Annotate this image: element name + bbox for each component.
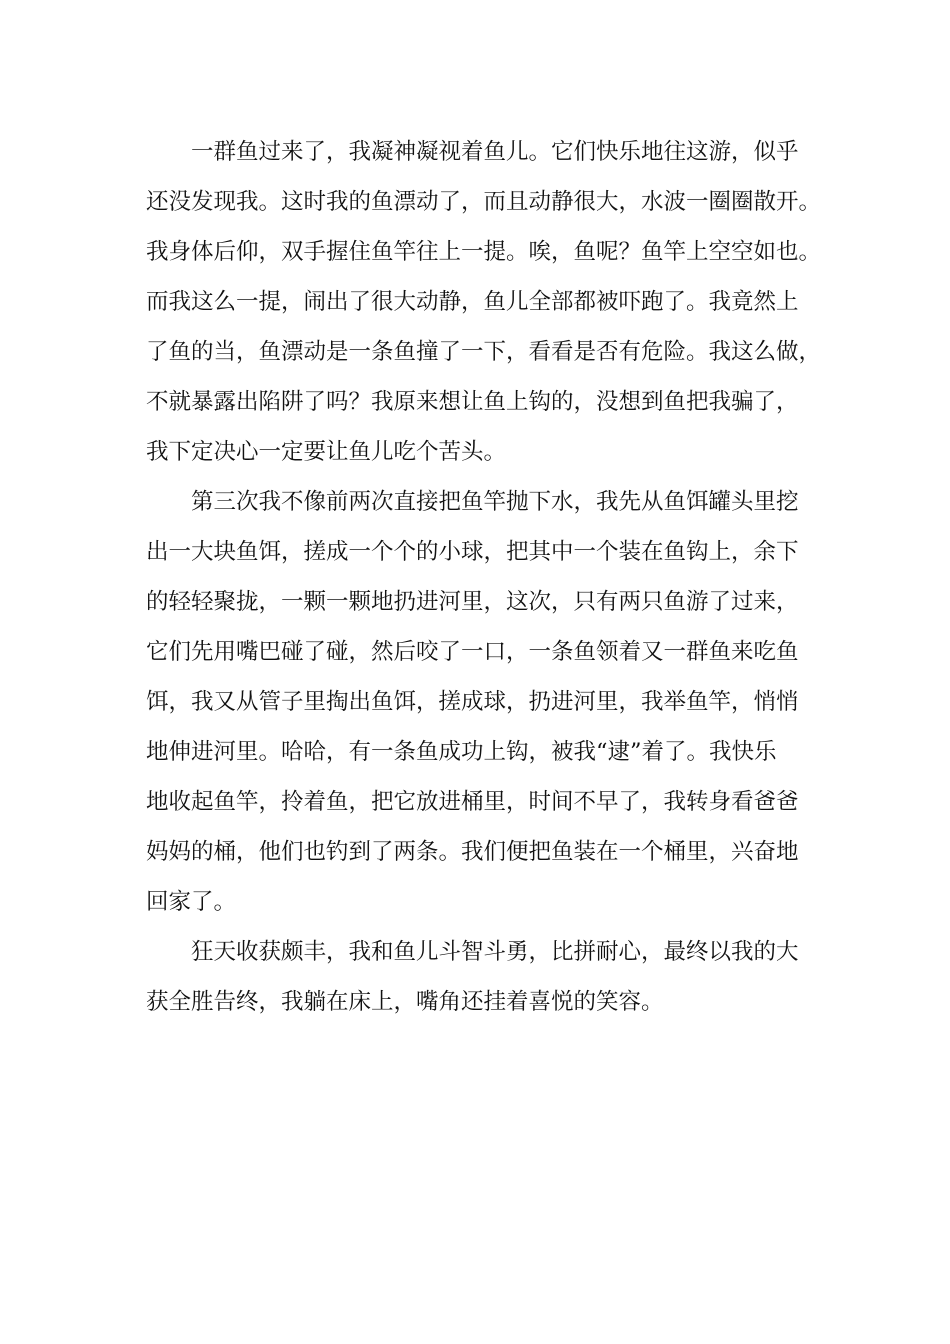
text-line: 一群鱼过来了，我凝神凝视着鱼儿。它们快乐地往这游，似乎 <box>191 139 799 165</box>
paragraph-3 <box>146 927 826 1027</box>
text-line: 获全胜告终，我躺在床上，嘴角还挂着喜悦的笑容。 <box>146 989 664 1015</box>
text-line: 的轻轻聚拢，一颗一颗地扔进河里，这次，只有两只鱼游了过来， <box>146 589 799 615</box>
text-line: 地伸进河里。哈哈，有一条鱼成功上钩，被我“逮”着了。我快乐 <box>146 739 777 765</box>
text-line: 我下定决心一定要让鱼儿吃个苦头。 <box>146 439 507 465</box>
text-line: 妈妈的桶，他们也钓到了两条。我们便把鱼装在一个桶里，兴奋地 <box>146 839 799 865</box>
paragraph-1 <box>146 127 826 477</box>
text-line: 我身体后仰，双手握住鱼竿往上一提。唉，鱼呢？鱼竿上空空如也。 <box>146 239 822 265</box>
text-line: 出一大块鱼饵，搓成一个个的小球，把其中一个装在鱼钩上，余下 <box>146 539 799 565</box>
text-line: 而我这么一提，闹出了很大动静，鱼儿全部都被吓跑了。我竟然上 <box>146 289 799 315</box>
text-line: 不就暴露出陷阱了吗？我原来想让鱼上钩的，没想到鱼把我骗了， <box>146 389 799 415</box>
text-line: 它们先用嘴巴碰了碰，然后咬了一口，一条鱼领着又一群鱼来吃鱼 <box>146 639 799 665</box>
text-line: 第三次我不像前两次直接把鱼竿抛下水，我先从鱼饵罐头里挖 <box>191 489 799 515</box>
text-line: 了鱼的当，鱼漂动是一条鱼撞了一下，看看是否有危险。我这么做， <box>146 339 822 365</box>
text-line: 回家了。 <box>146 889 237 915</box>
text-line: 饵，我又从管子里掏出鱼饵，搓成球，扔进河里，我举鱼竿，悄悄 <box>146 689 799 715</box>
text-line: 狂天收获颇丰，我和鱼儿斗智斗勇，比拼耐心，最终以我的大 <box>191 939 799 965</box>
paragraph-2 <box>146 477 826 927</box>
text-line: 还没发现我。这时我的鱼漂动了，而且动静很大，水波一圈圈散开。 <box>146 189 822 215</box>
text-line: 地收起鱼竿，拎着鱼，把它放进桶里，时间不早了，我转身看爸爸 <box>146 789 799 815</box>
document-body <box>146 127 826 1027</box>
